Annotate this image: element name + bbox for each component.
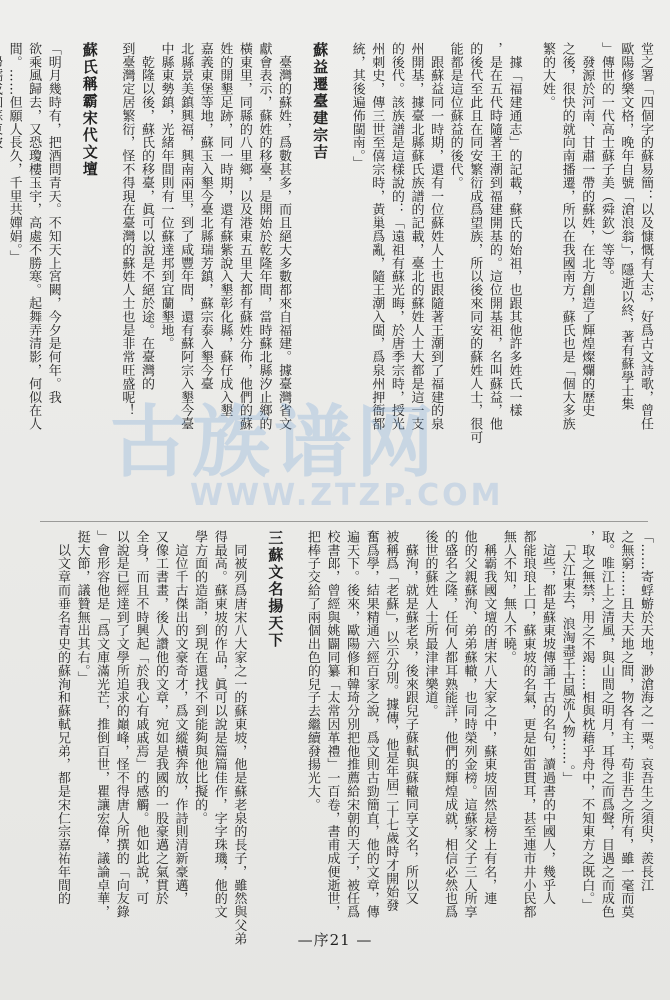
page-number: —序21 — bbox=[297, 931, 373, 949]
text-column: 蘇洵，就是蘇老泉，後來跟兒子蘇軾與蘇轍同享文名，所以又 bbox=[402, 530, 418, 906]
text-column: 乾隆以後，蘇氏的移臺，眞可以說是不絕於途。在臺灣的 bbox=[138, 42, 154, 391]
text-column: 學方面的造詣，到現在還找不到能夠與他比擬的。 bbox=[192, 530, 208, 825]
column-gap bbox=[333, 42, 347, 512]
text-column: 統，其後遍佈閩南。」 bbox=[349, 42, 365, 170]
text-column: 」會形容他是「爲文庫滿光芒，推倒百世，瞿讓宏偉，議論卓華， bbox=[94, 530, 110, 919]
text-column: 跟蘇益同一時期，還有一位蘇姓人士也跟隨著王潮到了福建的泉 bbox=[428, 42, 444, 431]
text-column: 間。……但願人長久，千里共嬋娟。」 bbox=[6, 42, 22, 264]
text-column: 無人不知，無人不曉。 bbox=[500, 530, 516, 664]
column-gap bbox=[63, 42, 77, 512]
text-column: 臺灣的蘇姓，爲數甚多，而且絕大多數都來自福建。據臺灣省文 bbox=[276, 42, 292, 431]
text-column: 之無窮……且夫天地之間，物各有主，苟非吾之所有，雖一毫而莫 bbox=[618, 530, 634, 919]
text-column: 這些，都是蘇東坡傳誦千古的名句，讀過書的中國人，幾乎人 bbox=[540, 530, 556, 906]
text-column: 橫東里，同縣的八里鄉，以及港東五里大都有蘇姓分佈，他們的蘇 bbox=[236, 42, 252, 431]
text-column: 到臺灣定居繁衍，怪不得現在臺灣的蘇姓人士也是非常旺盛呢！ bbox=[119, 42, 135, 418]
section-divider bbox=[40, 521, 648, 522]
text-column: 繁的大姓。 bbox=[540, 42, 556, 109]
text-column: 這位千古傑出的文豪奇才，爲文縱橫奔放，作詩則清新豪邁， bbox=[172, 530, 188, 906]
column-gap bbox=[293, 42, 307, 512]
text-column: 「……寄蜉蝣於天地，渺滄海之一粟。哀吾生之須臾，羨長江 bbox=[638, 530, 653, 892]
text-column: 以文章而垂名青史的蘇洵和蘇軾兄弟，都是宋仁宗嘉祐年間的 bbox=[54, 530, 70, 906]
text-column: ，取之無禁，用之不竭……相與枕藉乎舟中，不知東方之既白。」 bbox=[579, 530, 595, 913]
column-gap bbox=[248, 530, 262, 902]
text-column: 的盛名之隆，任何人都耳熟能詳，他們的輝煌成就，相信必然也爲 bbox=[442, 530, 458, 919]
text-column: 之後，很快的就向南播遷，所以在我國南方，蘇氏也是「個大多族 bbox=[559, 42, 575, 431]
text-column: 堂之署「四個字的蘇易簡：以及慷慨有大志，好爲古文詩歌，曾任 bbox=[638, 42, 653, 431]
section-heading: 三蘇文名揚天下 bbox=[266, 530, 285, 649]
column-gap bbox=[288, 530, 302, 902]
text-column: 的後代。該族譜是這樣說的：「遠祖有蘇光晦，於唐季宗時，授光 bbox=[388, 42, 404, 431]
upper-text-block bbox=[6, 42, 655, 512]
text-column: 「大江東去，浪淘盡千古風流人物……。」 bbox=[559, 530, 575, 785]
text-column: 欲乘風歸去，又恐瓊樓玉宇，高處不勝寒。起舞弄清影，何似在人 bbox=[26, 42, 42, 431]
text-column: 後世的蘇姓人士所最津津樂道。 bbox=[422, 530, 438, 718]
text-column: 稱霸我國文壇的唐宋八大家之中，蘇東坡固然是榜上有名，連 bbox=[481, 530, 497, 906]
text-column: 北縣景美鎮興福，興南兩里，到了咸豐年間，還有蘇阿宗入墾今臺 bbox=[178, 42, 194, 431]
text-column: 的後代至此且在同安繁衍成爲望族，所以後來同安的蘇姓人士，很可 bbox=[467, 42, 483, 444]
text-column: 把棒子交給了兩個出色的兒子去繼續發揚光大。 bbox=[304, 530, 320, 812]
text-column: 校書郎，曾經與姚闢同纂「太常因革禮」一百卷，書甫成便逝世， bbox=[324, 530, 340, 919]
text-column: 以說是已經達到了文學所追求的巔峰，怪不得唐人所撰的「向友錄 bbox=[113, 530, 129, 919]
text-column: 又像工書畫，後人讚他的文章，宛如是我國的一股豪邁之氣貫於 bbox=[152, 530, 168, 906]
section-heading: 蘇益遷臺建宗吉 bbox=[311, 42, 330, 161]
text-column: ，是在五代時隨著王潮到福建開基的。這位開基祖，名叫蘇益，他 bbox=[486, 42, 502, 431]
text-column: 州刺史，傳三世至僖宗時，黃巢爲亂，隨王潮入閩，爲泉州押衙都 bbox=[369, 42, 385, 431]
text-column: 被稱爲「老蘇」，以示分別。據傳，他是年屆二十七歲時才開始發 bbox=[383, 530, 399, 913]
column-gap bbox=[103, 42, 117, 512]
text-column: 」傳世的一代高士蘇子美（舜欽）等等。 bbox=[598, 42, 614, 284]
text-column: 得最高。蘇東坡的作品，眞可以說是篇篇佳作，字字珠璣，他的文 bbox=[211, 530, 227, 919]
text-column: 挺大節，議贊無出其右。」 bbox=[74, 530, 90, 685]
text-column: 姓的開墾足跡，同一時期，還有蘇紫說入墾彰化縣，蘇仔成入墾 bbox=[217, 42, 233, 418]
text-column: 中縣東勢鎮，光緒年間則有一位蘇達邦到宜蘭墾地。 bbox=[158, 42, 174, 351]
section-heading: 蘇氏稱霸宋代文壇 bbox=[80, 42, 99, 178]
text-column: 據「福建通志」的記載，蘇氏的始祖，也跟其他許多姓氏一樣 bbox=[506, 42, 522, 418]
text-column: 奮爲學，結果精通六經百家之說，爲文則古勁簡直，他的文章，傳 bbox=[363, 530, 379, 919]
text-column: 州開基，據臺北縣蘇氏族譜的記載，臺北的蘇姓人士大都是這一支 bbox=[408, 42, 424, 431]
text-column: 都能琅琅上口，蘇東坡的名氣，更是如雷貫耳，甚至連市井小民都 bbox=[520, 530, 536, 919]
text-column: 獻會表示，蘇姓的移臺，是開始於乾隆年間，當時蘇北縣汐止鄉的 bbox=[256, 42, 272, 431]
text-column: 他的父親蘇洵、弟弟蘇轍，也同時榮列金榜。這蘇家父子三人所享 bbox=[461, 530, 477, 919]
watermark-url: WWW.ZTZP.COM bbox=[190, 478, 504, 513]
text-column: 發源於河南、甘肅一帶的蘇姓，在北方創造了輝煌燦爛的歷史 bbox=[579, 42, 595, 418]
text-column: 同被列爲唐宋八大家之一的蘇東坡，他是蘇老泉的長子，雖然與父弟 bbox=[231, 530, 247, 946]
text-column: 取。唯江上之清風，與山間之明月，耳得之而爲聲，目遇之而成色 bbox=[598, 530, 614, 919]
column-gap bbox=[523, 42, 537, 512]
text-column: 遍天下。後來，歐陽修和韓琦分別把他推薦給宋朝的天子，被任爲 bbox=[344, 530, 360, 919]
watermark: 古族谱网 bbox=[110, 398, 439, 488]
text-column: 嘉義東堡等地，蘇玉入墾今臺北縣瑞芳鎮，蘇宗泰入墾今臺 bbox=[197, 42, 213, 391]
text-column: 全身，而且不時興起「於我心有戚戚焉」的感觸。他如此說，可 bbox=[133, 530, 149, 906]
text-column: 能都是這位蘇益的後代。 bbox=[447, 42, 463, 190]
text-column: 「明月幾時有，把酒問青天。不知天上宮闕，今夕是何年。我 bbox=[45, 42, 61, 404]
text-column: 歐陽修樂文格，晚年自號「滄浪翁」，隱逝以終，著有蘇學士集 bbox=[618, 42, 634, 411]
